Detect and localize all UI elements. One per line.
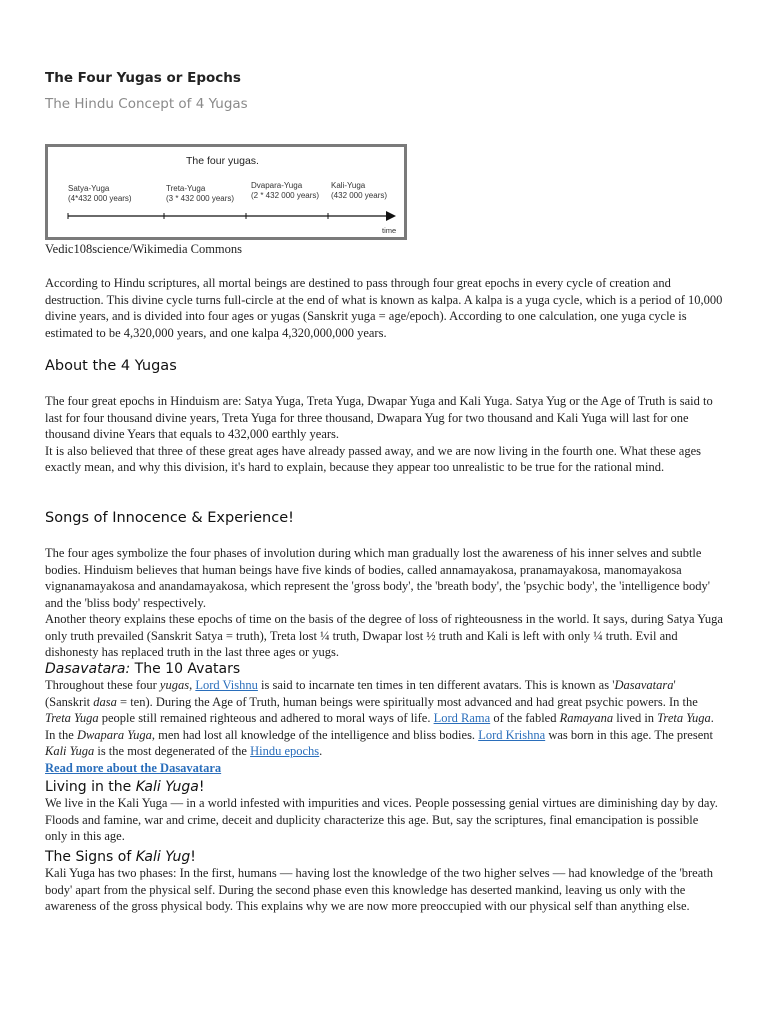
yuga-years: (432 000 years): [331, 191, 388, 200]
article-subtitle: The Hindu Concept of 4 Yugas: [45, 96, 248, 112]
heading-rest: The 10 Avatars: [130, 661, 241, 677]
link-hindu-epochs[interactable]: Hindu epochs: [250, 744, 320, 758]
songs-paragraph-2: Another theory explains these epochs of time on the basis of the degree of loss of righteousness in the world. It says, during Satya Yuga only truth prevailed (Sanskrit Satya = truth), Treta lost ¼ truth, Dwapar lost ½ truth and Kali is left with only ¼ truth. Evil and dishonesty has replaced truth in the last three ages or yugs.: [45, 612, 723, 659]
heading-post: !: [198, 779, 205, 795]
about-paragraph-2: It is also believed that three of these great ages have already passed away, and we are now living in the fourth one. What these ages exactly mean, and why this division, it's hard to explain, because they appear too unrealistic to be true for the rational mind.: [45, 443, 702, 474]
intro-paragraph: [45, 275, 723, 341]
link-lord-vishnu[interactable]: Lord Vishnu: [195, 678, 258, 692]
yuga-name: Treta-Yuga: [166, 184, 206, 193]
heading-pre: The Signs of: [45, 849, 136, 865]
heading-post: !: [190, 849, 196, 865]
yuga-name: Kali-Yuga: [331, 181, 366, 190]
signs-section: [45, 849, 723, 915]
living-paragraph: We live in the Kali Yuga — in a world infested with impurities and vices. People possessing genial virtues are diminishing day by day. Floods and famine, war and crime, deceit and duplicity characterize this age. But, say the scriptures, final emancipation is possible only in this age.: [45, 796, 718, 843]
dasavatara-paragraph: Throughout these four yugas, Lord Vishnu is said to incarnate ten times in ten different avatars. This is known as 'Dasavatara' (Sanskrit dasa = ten). During the Age of Truth, human beings were spiritually most advanced and had great psychic powers. In the Treta Yuga people still remained righteous and adhered to moral ways of life. Lord Rama of the fabled Ramayana lived in Treta Yuga. In the Dwapara Yuga, men had lost all knowledge of the intelligence and bliss bodies. Lord Krishna was born in this age. The present Kali Yuga is the most degenerated of the Hindu epochs.: [45, 678, 714, 758]
about-body: [45, 393, 723, 476]
yuga-name: Satya-Yuga: [68, 184, 110, 193]
link-lord-rama[interactable]: Lord Rama: [433, 711, 491, 725]
four-yugas-figure: [45, 144, 407, 240]
intro-text: According to Hindu scriptures, all mortal beings are destined to pass through four great epochs in every cycle of creation and destruction. This divine cycle turns full-circle at the end of what is known as kalpa. A kalpa is a yuga cycle, which is a period of 10,000 divine years, and is divided into four ages or yugas (Sanskrit yuga = age/epoch). According to one calculation, one yuga cycle is estimated to be 4,320,000 years, and one kalpa 4,320,000,000 years.: [45, 276, 723, 340]
yugas-timeline-diagram: [48, 147, 404, 237]
about-section: [45, 358, 723, 374]
songs-body: [45, 545, 723, 661]
living-section: [45, 779, 723, 845]
section-heading: [45, 661, 723, 677]
link-lord-krishna[interactable]: Lord Krishna: [478, 727, 546, 742]
dasavatara-section: [45, 661, 723, 776]
songs-section: [45, 510, 723, 526]
section-heading: [45, 849, 723, 865]
section-heading: Songs of Innocence & Experience!: [45, 510, 294, 526]
timeline-arrowhead: [386, 211, 396, 221]
read-more-dasavatara-link[interactable]: Read more about the Dasavatara: [45, 760, 222, 775]
section-heading: [45, 779, 723, 795]
about-paragraph-1: The four great epochs in Hinduism are: Satya Yuga, Treta Yuga, Dwapar Yuga and Kali Yuga. Satya Yug or the Age of Truth is said to last for four thousand divine years, Treta Yuga for three thousand, Dwapara Yug for two thousand and Kali Yuga will last for one thousand divine Years that equals to 432,000 earthly years.: [45, 394, 713, 441]
section-heading: About the 4 Yugas: [45, 358, 177, 374]
yuga-years: (2 * 432 000 years): [251, 191, 320, 200]
heading-italic: Kali Yuga: [135, 779, 199, 795]
heading-italic: Kali Yug: [135, 849, 191, 865]
yuga-years: (4*432 000 years): [68, 194, 132, 203]
axis-label-time: time: [382, 226, 397, 235]
article-title: The Four Yugas or Epochs: [45, 70, 241, 86]
heading-italic: Dasavatara:: [45, 661, 131, 677]
figure-caption: Vedic108science/Wikimedia Commons: [45, 242, 243, 256]
heading-pre: Living in the: [45, 779, 136, 795]
songs-paragraph-1: The four ages symbolize the four phases of involution during which man gradually lost the awareness of his inner selves and subtle bodies. Hinduism believes that human beings have five kinds of bodies, called annamayakosa, pranamayakosa, manomayakosa vignanamayakosa and anandamayakosa, which represent the 'gross body', the 'breath body', the 'psychic body', the 'intelligence body' and the 'bliss body' respectively.: [45, 546, 711, 610]
yuga-years: (3 * 432 000 years): [166, 194, 235, 203]
yuga-name: Dvapara-Yuga: [251, 181, 303, 190]
figure-heading: The four yugas.: [186, 155, 259, 167]
signs-paragraph: Kali Yuga has two phases: In the first, humans — having lost the knowledge of the two higher selves — had knowledge of the 'breath body' apart from the physical self. During the second phase even this knowledge has deserted mankind, leaving us only with the awareness of the gross physical body. This explains why we are now more preoccupied with our physical self than anything else.: [45, 866, 713, 913]
